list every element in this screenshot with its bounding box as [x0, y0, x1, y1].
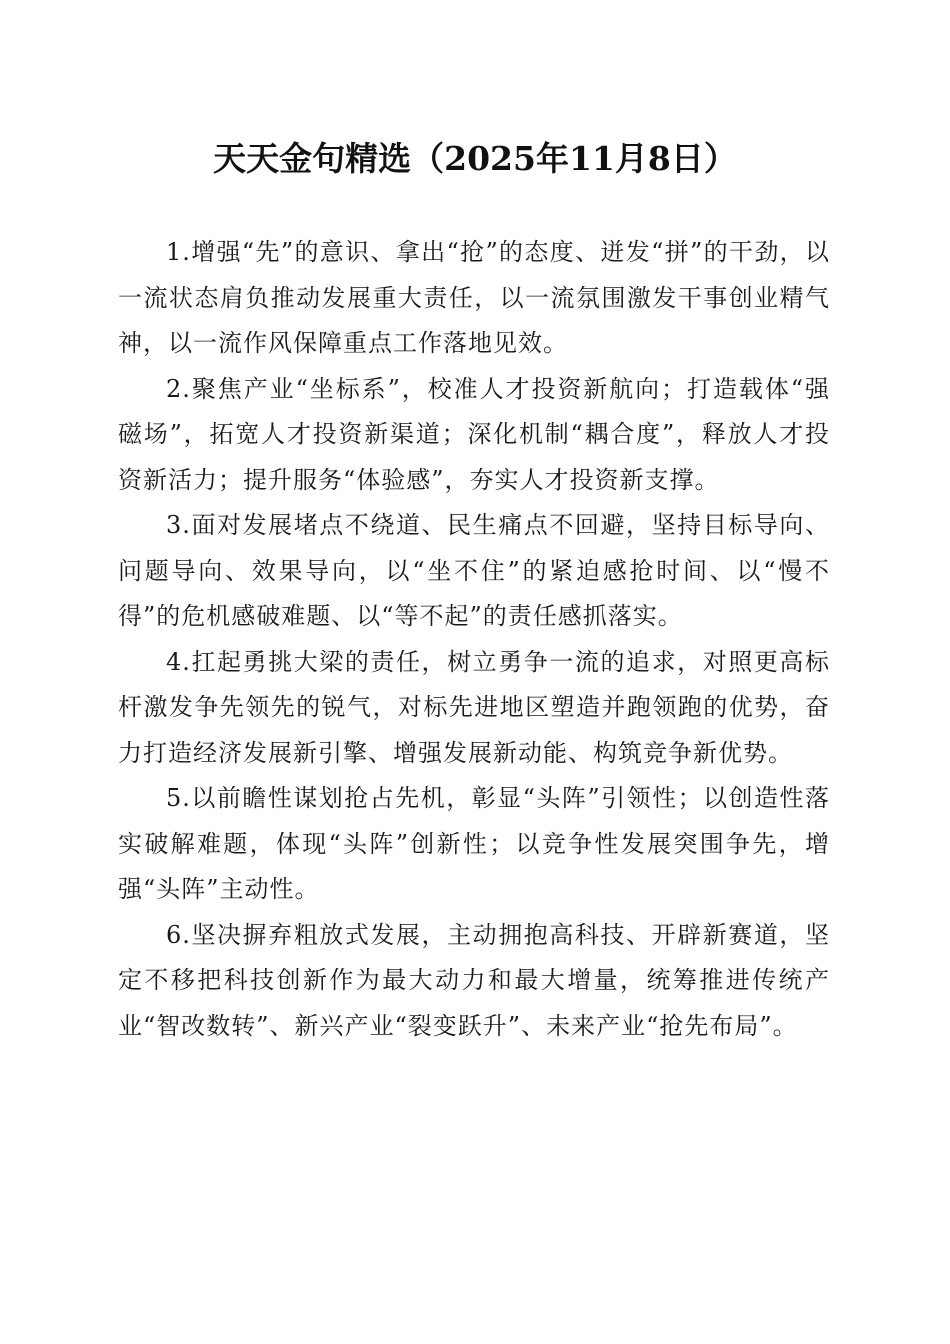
- paragraph-item-2: 2.聚焦产业“坐标系”，校准人才投资新航向；打造载体“强磁场”，拓宽人才投资新渠道；深化机制“耦合度”，释放人才投资新活力；提升服务“体验感”，夯实人才投资新支撑。: [118, 374, 830, 494]
- paragraph-item-5: 5.以前瞻性谋划抢占先机，彰显“头阵”引领性；以创造性落实破解难题，体现“头阵”创新性；以竞争性发展突围争先，增强“头阵”主动性。: [118, 784, 830, 903]
- paragraph-item-3: 3.面对发展堵点不绕道、民生痛点不回避，坚持目标导向、问题导向、效果导向，以“坐不住”的紧迫感抢时间、以“慢不得”的危机感破难题、以“等不起”的责任感抓落实。: [118, 511, 830, 630]
- page-title: 天天金句精选（2025年11月8日）: [213, 139, 737, 178]
- paragraph-item-1: 1.增强“先”的意识、拿出“抢”的态度、迸发“拼”的干劲，以一流状态肩负推动发展重大责任，以一流氛围激发干事创业精气神，以一流作风保障重点工作落地见效。: [118, 238, 830, 357]
- paragraph-item-4: 4.扛起勇挑大梁的责任，树立勇争一流的追求，对照更高标杆激发争先领先的锐气，对标先进地区塑造并跑领跑的优势，奋力打造经济发展新引擎、增强发展新动能、构筑竞争新优势。: [118, 647, 830, 767]
- paragraph-item-6: 6.坚决摒弃粗放式发展，主动拥抱高科技、开辟新赛道，坚定不移把科技创新作为最大动力和最大增量，统筹推进传统产业“智改数转”、新兴产业“裂变跃升”、未来产业“抢先布局”。: [118, 920, 830, 1040]
- document-body: [118, 230, 830, 1049]
